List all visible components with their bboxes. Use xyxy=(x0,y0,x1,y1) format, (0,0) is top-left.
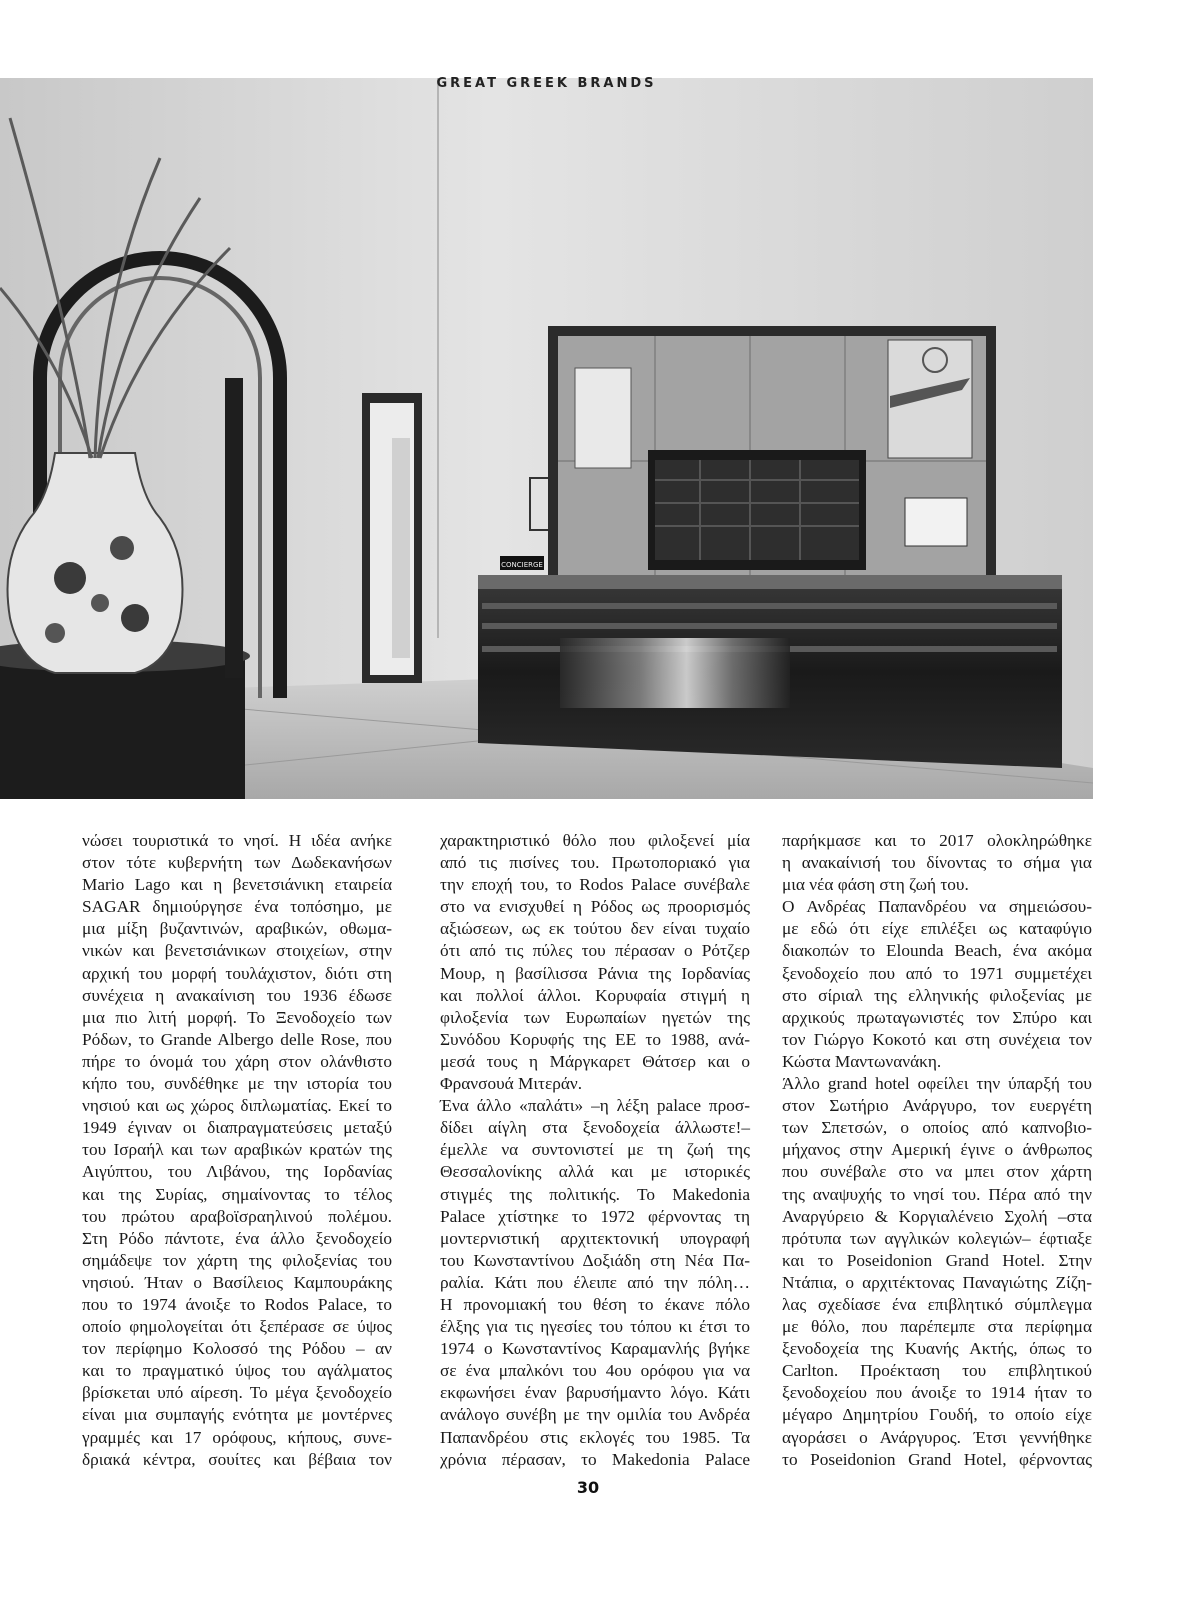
text-line: Στη Ρόδο πάντοτε, ένα άλλο ξενοδοχείο xyxy=(82,1228,392,1248)
text-line: νικών και βενετσιάνικων στοιχείων, στην xyxy=(82,941,392,961)
text-line: Mario Lago και η βενετσιάνικη εταιρεία xyxy=(82,875,392,895)
text-line: του πρώτου αραβοϊσραηλινού πολέμου. xyxy=(82,1206,392,1226)
text-line: Αιγύπτου, του Λιβάνου, της Ιορδανίας xyxy=(82,1162,392,1182)
text-line: Η προνομιακή του θέση το έκανε πόλο xyxy=(440,1294,750,1314)
doorway xyxy=(362,393,422,683)
text-line: στιγμές της πολιτικής. Το Makedonia xyxy=(440,1184,750,1204)
text-line: αξιώσεων, ως εκ τούτου δεν είναι τυχαίο xyxy=(440,919,750,939)
page-number: 30 xyxy=(576,1478,600,1497)
text-line: κήπο του, συνδέθηκε με την ιστορία του xyxy=(82,1074,392,1094)
text-line: των Σπετσών, ο οποίος από καπνοβιο- xyxy=(782,1118,1092,1138)
text-line: SAGAR δημιούργησε ένα τοπόσημο, με xyxy=(82,897,392,917)
text-line: νησιού και ως χώρος διπλωματίας. Εκεί το xyxy=(82,1096,392,1116)
text-line: μια μίξη βυζαντινών, αραβικών, οθωμα- xyxy=(82,919,392,939)
text-line: ξενοδοχείο που από το 1971 συμμετέχει xyxy=(782,963,1092,983)
text-line: μήχανος στην Αμερική έγινε ο άνθρωπος xyxy=(782,1140,1092,1160)
text-line: ραλία. Κάτι που έλειπε από την πόλη… xyxy=(440,1272,750,1292)
section-header: GREAT GREEK BRANDS xyxy=(436,76,657,91)
text-line: τον Γιώργο Κοκοτό και στη συνέχεια τον xyxy=(782,1029,1092,1049)
text-line: που το 1974 άνοιξε το Rodos Palace, το xyxy=(82,1294,392,1314)
text-line: τον περίφημο Κολοσσό της Ρόδου – αν xyxy=(82,1339,392,1359)
text-line: διακοπών το Elounda Beach, ένα ακόμα xyxy=(782,941,1092,961)
text-line: το Poseidonion Grand Hotel, φέρνοντας xyxy=(782,1449,1092,1469)
svg-text:CONCIERGE: CONCIERGE xyxy=(501,561,543,569)
text-line: και πολλοί άλλοι. Κορυφαία στιγμή η xyxy=(440,985,750,1005)
text-line: και το Poseidonion Grand Hotel. Στην xyxy=(782,1250,1092,1270)
text-line: Palace χτίστηκε το 1972 φέρνοντας τη xyxy=(440,1206,750,1226)
text-line: με εδώ ότι είχε επιλέξει ως καταφύγιο xyxy=(782,919,1092,939)
article-column-2 xyxy=(440,830,750,1471)
text-line: Carlton. Προέκταση του επιβλητικού xyxy=(782,1361,1092,1381)
text-line: Ένα άλλο «παλάτι» –η λέξη palace προσ- xyxy=(440,1096,750,1116)
text-line: νώσει τουριστικά το νησί. Η ιδέα ανήκε xyxy=(82,831,392,850)
text-line: χαρακτηριστικό θόλο που φιλοξενεί μία xyxy=(440,831,750,850)
text-line: 1949 έγιναν οι διαπραγματεύσεις μεταξύ xyxy=(82,1118,392,1138)
text-line: Φρανσουά Μιτεράν. xyxy=(440,1074,583,1094)
text-line: στο σίριαλ της ελληνικής φιλοξενίας με xyxy=(782,985,1092,1005)
text-line: αγοράσει ο Ανάργυρος. Έτσι γεννήθηκε xyxy=(782,1427,1092,1447)
text-line: μέγαρο Δημητρίου Γουδή, το οποίο είχε xyxy=(782,1405,1092,1425)
text-line: του Ισραήλ και των αραβικών κρατών της xyxy=(82,1140,392,1160)
text-line: του Κωνσταντίνου Δοξιάδη στη Νέα Πα- xyxy=(440,1250,750,1270)
text-line: Αναργύρειο & Κοργιαλένειο Σχολή –στα xyxy=(782,1206,1092,1226)
text-line: βρίσκεται υπό αίρεση. Το μέγα ξενοδοχείο xyxy=(82,1383,392,1403)
text-line: στον τότε κυβερνήτη των Δωδεκανήσων xyxy=(82,853,392,873)
text-line: χρόνια πέρασαν, το Makedonia Palace xyxy=(440,1449,750,1469)
text-line: πήρε το όνομά του χάρη στον ολάνθιστο xyxy=(82,1051,392,1071)
text-line: μια νέα φάση στη ζωή του. xyxy=(782,875,969,895)
text-line: μια πιο λιτή μορφή. Το Ξενοδοχείο των xyxy=(82,1007,392,1027)
text-line: από τις πισίνες του. Πρωτοποριακό για xyxy=(440,853,750,873)
text-line: συνέχεια η ανακαίνιση του 1936 έδωσε xyxy=(82,985,392,1005)
text-line: Ο Ανδρέας Παπανδρέου να σημειώσου- xyxy=(782,897,1092,917)
text-line: έλξης για τις ηγεσίες του τόπου κι έτσι το xyxy=(440,1317,750,1337)
text-line: αρχική του μορφή τουλάχιστον, διότι στη xyxy=(82,963,392,983)
text-line: αρχικούς πρωταγωνιστές τον Σπύρο και xyxy=(782,1007,1092,1027)
text-line: οποίο φημολογείται ότι ξεπέρασε σε ύψος xyxy=(82,1317,392,1337)
text-line: εκφωνήσει έναν βαρυσήμαντο λόγο. Κάτι xyxy=(440,1383,750,1403)
article-column-3 xyxy=(782,830,1092,1471)
text-line: και της Συρίας, σημαίνοντας το τέλος xyxy=(82,1184,392,1204)
key-rack xyxy=(648,450,866,570)
text-line: σε ένα μπαλκόνι του 4ου ορόφου για να xyxy=(440,1361,750,1381)
text-line: είναι μια συμπαγής ενότητα με μοντέρνες xyxy=(82,1405,392,1425)
wall-frame xyxy=(530,478,550,530)
text-line: στον Σωτήριο Ανάργυρο, τον ευεργέτη xyxy=(782,1096,1092,1116)
poster-left xyxy=(575,368,631,468)
text-line: μοντερνιστική αρχιτεκτονική υπογραφή xyxy=(440,1228,750,1248)
text-line: μεσά τους η Μάργκαρετ Θάτσερ και ο xyxy=(440,1051,750,1071)
text-line: 1974 ο Κωνσταντίνος Καραμανλής βγήκε xyxy=(440,1339,750,1359)
text-line: ανάλογο συνέβη με την ομιλία του Ανδρέα xyxy=(440,1405,750,1425)
text-line: η ανακαίνισή του δίνοντας το σήμα για xyxy=(782,853,1092,873)
text-line: Μουρ, η βασίλισσα Ράνια της Ιορδανίας xyxy=(440,963,750,983)
text-line: γραμμές και 17 ορόφους, κήπους, συνε- xyxy=(82,1427,392,1447)
hotel-lobby-photo xyxy=(0,78,1093,799)
text-line: την εποχή του, το Rodos Palace συνέβαλε xyxy=(440,875,750,895)
concierge-sign xyxy=(500,556,544,570)
text-line: δίδει αίγλη στα ξενοδοχεία άλλωστε!– xyxy=(440,1118,750,1138)
text-line: φιλοξενία των Ευρωπαίων ηγετών της xyxy=(440,1007,750,1027)
text-line: στο να ενισχυθεί η Ρόδος ως προορισμός xyxy=(440,897,750,917)
text-line: Ρόδων, το Grande Albergo delle Rose, που xyxy=(82,1029,392,1049)
text-line: ξενοδοχείου που άνοιξε το 1914 ήταν το xyxy=(782,1383,1092,1403)
text-line: Συνόδου Κορυφής της ΕΕ το 1988, ανά- xyxy=(440,1029,750,1049)
text-line: που συνέβαλε στο να μπει στον χάρτη xyxy=(782,1162,1092,1182)
text-line: Κώστα Μαντωνανάκη. xyxy=(782,1051,942,1071)
text-line: Άλλο grand hotel οφείλει την ύπαρξή του xyxy=(782,1074,1092,1094)
text-line: παρήκμασε και το 2017 ολοκληρώθηκε xyxy=(782,831,1092,850)
text-line: Θεσσαλονίκης αλλά και με ιστορικές xyxy=(440,1162,750,1182)
text-line: ότι από τις πύλες του πέρασαν ο Ρότζερ xyxy=(440,941,750,961)
text-line: πρότυπα των αγγλικών κολεγιών– έφτιαξε xyxy=(782,1228,1092,1248)
text-line: σημάδεψε τον χάρτη της φιλοξενίας του xyxy=(82,1250,392,1270)
text-line: της αναψυχής το νησί του. Πέρα από την xyxy=(782,1184,1092,1204)
text-line: με θόλο, που παρέπεμπε στα περίφημα xyxy=(782,1317,1092,1337)
notice-sign xyxy=(905,498,967,546)
text-line: έμελλε να συντονιστεί με τη ζωή της xyxy=(440,1140,750,1160)
text-line: και το πραγματικό ύψος του αγάλματος xyxy=(82,1361,392,1381)
text-line: Ντάπια, ο αρχιτέκτονας Παναγιώτης Ζίζη- xyxy=(782,1272,1092,1292)
text-line: νησιού. Ήταν ο Βασίλειος Καμπουράκης xyxy=(82,1272,392,1292)
text-line: ξενοδοχεία της Κυανής Ακτής, όπως το xyxy=(782,1339,1092,1359)
reception-counter xyxy=(478,575,1062,768)
text-line: λας σχεδίασε ένα επιβλητικό σύμπλεγμα xyxy=(782,1294,1092,1314)
text-line: Παπανδρέου στις εκλογές του 1985. Τα xyxy=(440,1427,750,1447)
poster-airline xyxy=(888,340,972,458)
text-line: δριακά κέντρα, σουίτες και βέβαια τον xyxy=(82,1449,392,1469)
article-column-1 xyxy=(82,830,392,1471)
